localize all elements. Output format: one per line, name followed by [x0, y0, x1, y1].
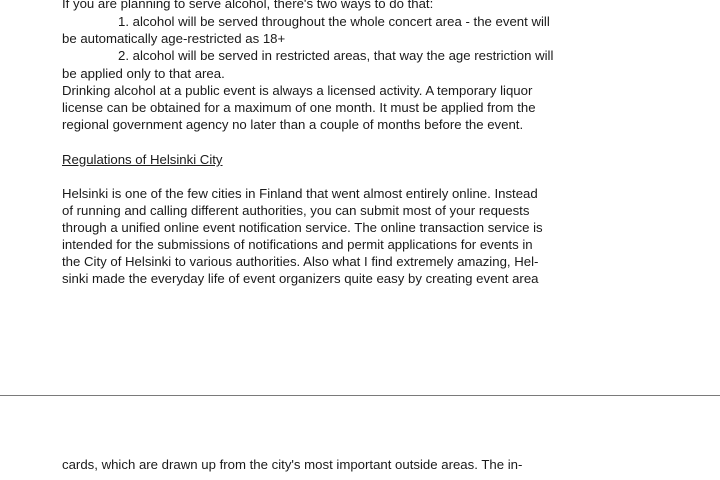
helsinki-paragraph-line-3: through a unified online event notification service. The online transaction service is	[62, 220, 543, 235]
helsinki-paragraph-line-5: the City of Helsinki to various authorities. Also what I find extremely amazing, Hel-	[62, 254, 539, 269]
alcohol-option-2-line-2: be applied only to that area.	[62, 66, 225, 81]
helsinki-paragraph-line-2: of running and calling different authorities, you can submit most of your requests	[62, 203, 530, 218]
helsinki-paragraph-line-1: Helsinki is one of the few cities in Finland that went almost entirely online. Instead	[62, 186, 538, 201]
license-paragraph-line-2: license can be obtained for a maximum of one month. It must be applied from the	[62, 100, 536, 115]
page-break-divider	[0, 395, 720, 396]
section-heading-helsinki-regulations: Regulations of Helsinki City	[62, 152, 223, 167]
alcohol-intro-text: If you are planning to serve alcohol, there's two ways to do that:	[62, 0, 434, 11]
alcohol-option-2-line-1: 2. alcohol will be served in restricted areas, that way the age restriction will	[118, 48, 554, 63]
alcohol-option-1-line-1: 1. alcohol will be served throughout the whole concert area - the event will	[118, 14, 550, 29]
alcohol-option-1-line-2: be automatically age-restricted as 18+	[62, 31, 286, 46]
continuation-line-1: cards, which are drawn up from the city's most important outside areas. The in-	[62, 457, 523, 472]
helsinki-paragraph-line-4: intended for the submissions of notifications and permit applications for events in	[62, 237, 533, 252]
helsinki-paragraph-line-6: sinki made the everyday life of event organizers quite easy by creating event area	[62, 271, 539, 286]
license-paragraph-line-1: Drinking alcohol at a public event is always a licensed activity. A temporary liquor	[62, 83, 533, 98]
license-paragraph-line-3: regional government agency no later than a couple of months before the event.	[62, 117, 524, 132]
document-page-2	[0, 397, 720, 480]
